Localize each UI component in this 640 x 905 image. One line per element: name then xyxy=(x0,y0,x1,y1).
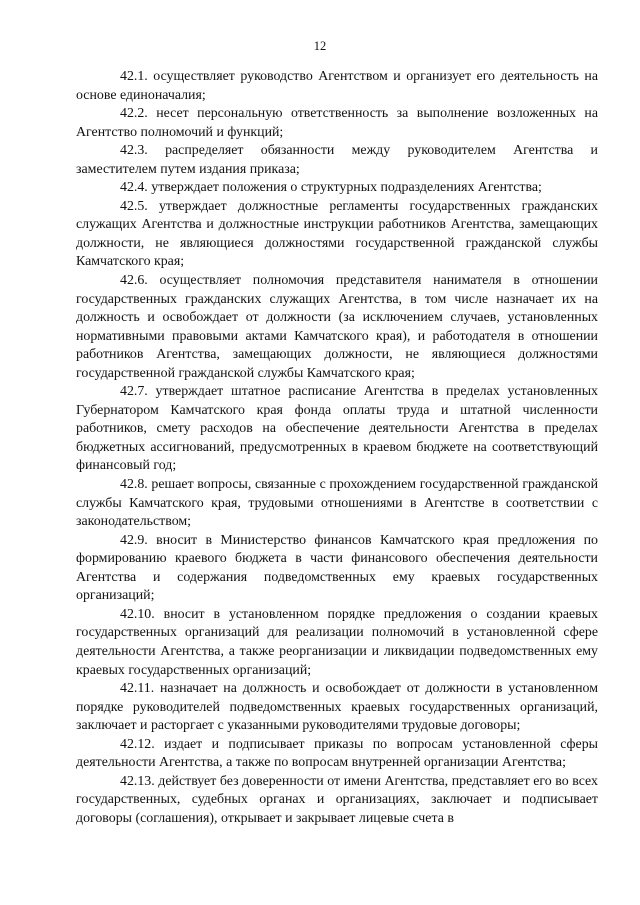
document-body xyxy=(76,68,598,828)
paragraph-42-3: 42.3. распределяет обязанности между руководителем Агентства и заместителем путем издания приказа; xyxy=(76,143,598,177)
paragraph-42-10: 42.10. вносит в установленном порядке предложения о создании краевых государственных организаций для реализации полномочий в установленной сфере деятельности Агентства, а также реорганизации и ликвидации подведомственных ему краевых государственных организаций; xyxy=(76,606,598,678)
paragraph-42-12: 42.12. издает и подписывает приказы по вопросам установленной сферы деятельности Агентства, а также по вопросам внутренней организации Агентства; xyxy=(76,736,598,771)
paragraph-42-9: 42.9. вносит в Министерство финансов Камчатского края предложения по формированию краевого бюджета в части финансового обеспечения деятельности Агентства и содержания подведомственных ему краевых государственных организаций; xyxy=(76,532,598,604)
paragraph-42-6: 42.6. осуществляет полномочия представителя нанимателя в отношении государственных гражданских служащих Агентства, в том числе назначает их на должность и освобождает от должности (за исключением случаев, установленных нормативными правовыми актами Камчатского края), и работодателя в отношении работников Агентства, замещающих должности, не являющиеся должностями государственной гражданской службы Камчатского края; xyxy=(76,273,598,381)
paragraph-42-1: 42.1. осуществляет руководство Агентством и организует его деятельность на основе единоначалия; xyxy=(76,69,598,103)
paragraph-42-7: 42.7. утверждает штатное расписание Агентства в пределах установленных Губернатором Камчатского края фонда оплаты труда и штатной численности работников, смету расходов на обеспечение деятельности Агентства в пределах бюджетных ассигнований, предусмотренных в краевом бюджете на соответствующий финансовый год; xyxy=(76,384,598,474)
paragraph-42-4: 42.4. утверждает положения о структурных подразделениях Агентства; xyxy=(120,180,542,196)
paragraph-42-11: 42.11. назначает на должность и освобождает от должности в установленном порядке руководителей подведомственных краевых государственных организаций, заключает и расторгает с указанными руководителями трудовые договоры; xyxy=(76,681,598,734)
paragraph-42-5: 42.5. утверждает должностные регламенты государственных гражданских служащих Агентства и должностные инструкции работников Агентства, замещающих должности, не являющиеся должностями государственной гражданской службы Камчатского края; xyxy=(76,198,598,270)
page-number: 12 xyxy=(313,39,327,53)
paragraph-42-13: 42.13. действует без доверенности от имени Агентства, представляет его во всех государственных, судебных органах и организациях, заключает и подписывает договоры (соглашения), открывает и закрывает лицевые счета в xyxy=(76,773,598,826)
paragraph-42-8: 42.8. решает вопросы, связанные с прохождением государственной гражданской службы Камчатского края, трудовыми отношениями в Агентстве в соответствии с законодательством; xyxy=(76,477,598,530)
paragraph-42-2: 42.2. несет персональную ответственность за выполнение возложенных на Агентство полномочий и функций; xyxy=(76,106,598,140)
